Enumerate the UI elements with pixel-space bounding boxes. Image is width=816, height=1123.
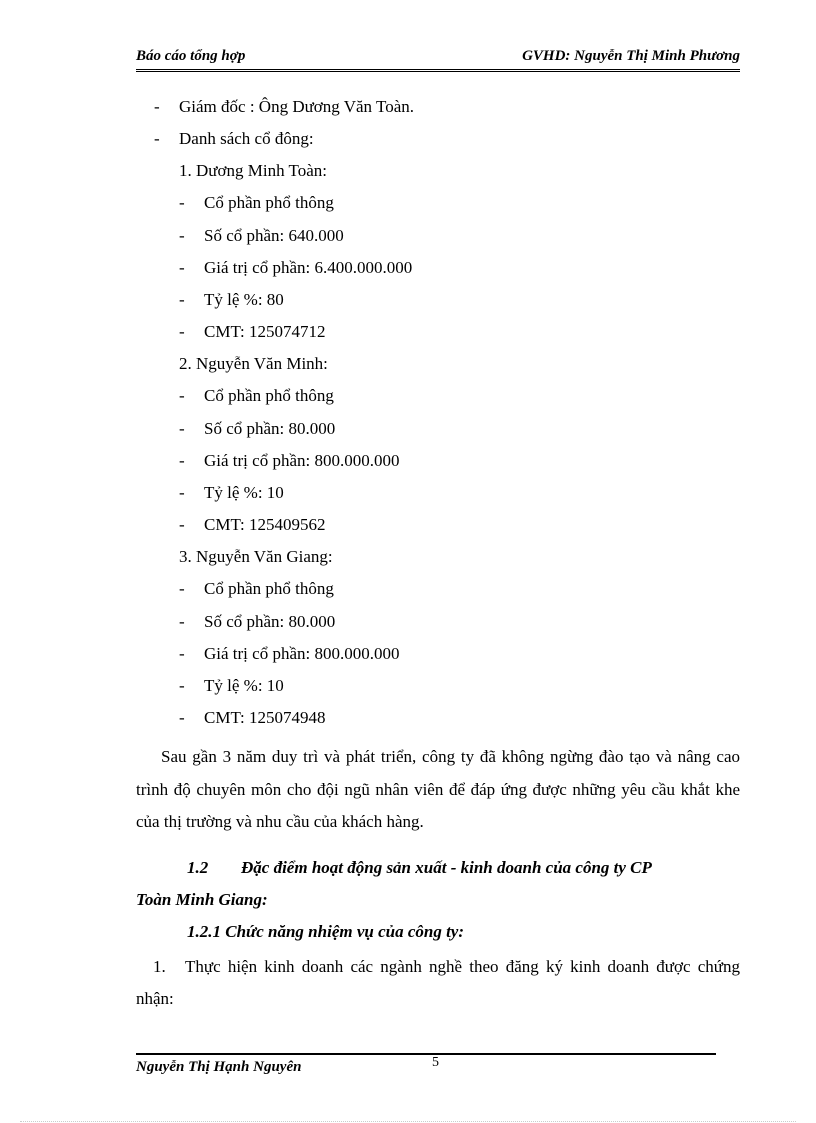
- share-value: Giá trị cổ phần: 6.400.000.000: [204, 258, 413, 277]
- bullet-dash: -: [179, 258, 185, 277]
- id-number: CMT: 125074948: [204, 708, 326, 727]
- share-count: Số cổ phần: 80.000: [204, 612, 336, 631]
- footer-rule: [136, 1053, 716, 1055]
- shareholder-name: 2. Nguyễn Văn Minh:: [179, 354, 328, 373]
- footer-author: Nguyễn Thị Hạnh Nguyên: [136, 1059, 302, 1075]
- bullet-dash: -: [179, 483, 185, 502]
- subsection-title: 1.2.1 Chức năng nhiệm vụ của công ty:: [187, 922, 465, 941]
- bullet-dash: -: [179, 579, 185, 598]
- id-number: CMT: 125409562: [204, 515, 326, 534]
- header-rule: [136, 69, 740, 72]
- bullet-dash: -: [179, 644, 185, 663]
- bullet-dash: -: [179, 451, 185, 470]
- bullet-dash: -: [154, 97, 160, 116]
- share-value: Giá trị cổ phần: 800.000.000: [204, 451, 400, 470]
- bullet-dash: -: [179, 515, 185, 534]
- body-paragraph-text: Sau gần 3 năm duy trì và phát triển, công ty đã không ngừng đào tạo và nâng cao trình độ chuyên môn cho đội ngũ nhân viên để đáp ứng được những yêu cầu khắt khe của thị trường và nhu cầu của khách hàng.: [136, 747, 740, 831]
- share-type: Cổ phần phổ thông: [204, 579, 334, 598]
- bullet-dash: -: [179, 708, 185, 727]
- shareholders-title: Danh sách cổ đông:: [179, 129, 314, 148]
- section-number: 1.2: [187, 858, 209, 877]
- share-count: Số cổ phần: 80.000: [204, 419, 336, 438]
- share-ratio: Tỷ lệ %: 10: [204, 676, 284, 695]
- item-paragraph: [136, 951, 740, 1015]
- share-type: Cổ phần phổ thông: [204, 386, 334, 405]
- body-paragraph: [136, 741, 740, 839]
- bullet-dash: -: [179, 612, 185, 631]
- section-title-line2: Toàn Minh Giang:: [136, 890, 268, 909]
- item-number: 1.: [153, 957, 166, 976]
- id-number: CMT: 125074712: [204, 322, 326, 341]
- bullet-dash: -: [179, 193, 185, 212]
- bullet-dash: -: [154, 129, 160, 148]
- bullet-dash: -: [179, 386, 185, 405]
- share-count: Số cổ phần: 640.000: [204, 226, 344, 245]
- page-edge: [20, 1121, 796, 1122]
- bullet-dash: -: [179, 676, 185, 695]
- bullet-dash: -: [179, 419, 185, 438]
- page-number: 5: [432, 1055, 439, 1070]
- shareholder-name: 1. Dương Minh Toàn:: [179, 161, 327, 180]
- director-line: Giám đốc : Ông Dương Văn Toàn.: [179, 97, 414, 116]
- bullet-dash: -: [179, 322, 185, 341]
- share-ratio: Tỷ lệ %: 80: [204, 290, 284, 309]
- share-type: Cổ phần phổ thông: [204, 193, 334, 212]
- header-report-title: Báo cáo tổng hợp: [136, 48, 246, 64]
- bullet-dash: -: [179, 290, 185, 309]
- shareholder-name: 3. Nguyễn Văn Giang:: [179, 547, 333, 566]
- share-value: Giá trị cổ phần: 800.000.000: [204, 644, 400, 663]
- item-text: Thực hiện kinh doanh các ngành nghề theo đăng ký kinh doanh được chứng nhận:: [136, 957, 740, 1008]
- section-title-line1: Đặc điểm hoạt động sản xuất - kinh doanh của công ty CP: [241, 858, 652, 877]
- share-ratio: Tỷ lệ %: 10: [204, 483, 284, 502]
- bullet-dash: -: [179, 226, 185, 245]
- header-supervisor: GVHD: Nguyễn Thị Minh Phương: [522, 48, 740, 64]
